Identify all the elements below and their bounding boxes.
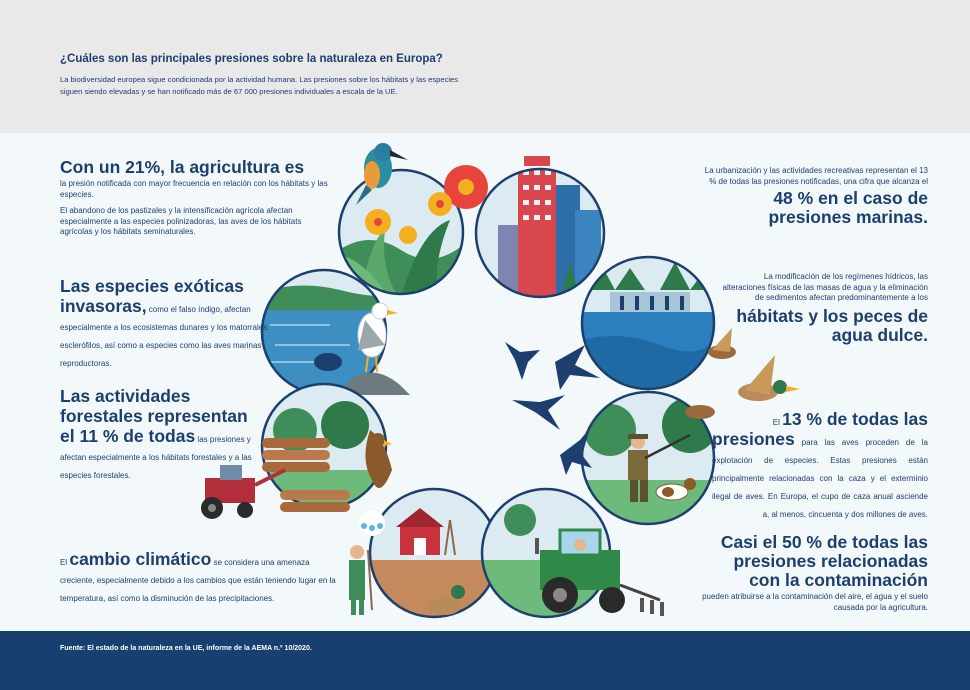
agriculture-body: El abandono de los pastizales y la intensificación agrícola afectan especialmente a las especies polinizadoras, las aves de los hábitats agrícolas y los hábitats seminaturales. [60, 206, 302, 236]
water-headline: hábitats y los peces de agua dulce. [736, 305, 928, 345]
cloud-rain-icon [359, 510, 385, 536]
invasive-headline: Las especies exóticas invasoras, [60, 276, 244, 316]
agriculture-block [60, 158, 330, 238]
hunting-prefix: El [772, 418, 783, 427]
pollution-headline: Casi el 50 % de todas las presiones relacionadas con la contaminación [720, 532, 928, 590]
hunting-body: para las aves proceden de la explotación de especies. Estas presiones están principalmente relacionadas con la caza y el exterminio ilegal de aves. En Europa, el cupo de caza anual asciende a, al menos, cincuenta y dos millones de aves. [712, 438, 928, 519]
hunting-block [712, 410, 928, 522]
pollution-block [700, 533, 928, 613]
invasive-block [60, 277, 275, 371]
agriculture-lead: la presión notificada con mayor frecuencia en relación con los hábitats y las especies. [60, 179, 328, 199]
footer-band [0, 631, 970, 690]
page-description: La biodiversidad europea sigue condicionada por la actividad humana. Las presiones sobre los hábitats y las especies siguen siendo elevadas y se han notificado más de 67 000 presiones individuales a escala de la UE. [60, 75, 459, 96]
hunting-headline-2: presiones [712, 429, 795, 449]
urban-body: La urbanización y las actividades recreativas representan el 13 % de todas las presiones notificadas, una cifra que alcanza el [704, 166, 928, 186]
water-body: La modificación de los regímenes hídricos, las alteraciones físicas de las masas de agua y la eliminación de sedimentos afectan predominantemente a los [722, 272, 928, 302]
invasive-body: como el falso índigo, afectan especialmente a los ecosistemas dunares y los matorrales esclerófilos, así como a especies como las aves marinas reproductoras. [60, 305, 268, 368]
forest-block [60, 387, 265, 483]
climate-prefix: El [60, 558, 70, 567]
hunting-headline-1: 13 % de todas las [782, 409, 928, 429]
climate-block [60, 550, 340, 606]
farmer-icon [349, 545, 372, 615]
climate-headline: cambio climático [69, 549, 212, 569]
forest-headline: Las actividades forestales representan el 11 % de todas [60, 386, 248, 446]
forest-body: las presiones y afectan especialmente a los hábitats forestales y a las especies forestales. [60, 435, 252, 480]
source-note: Fuente: El estado de la naturaleza en la UE, informe de la AEMA n.º 10/2020. [60, 645, 312, 652]
urban-block [700, 166, 928, 227]
climate-body: se considera una amenaza creciente, especialmente debido a los cambios que están teniendo lugar en la temperatura, así como la disminución de las precipitaciones. [60, 558, 336, 603]
urban-headline: 48 % en el caso de presiones marinas. [768, 188, 928, 227]
pollution-body: pueden atribuirse a la contaminación del aire, el agua y el suelo causada por la agricultura. [702, 592, 928, 612]
page-title: ¿Cuáles son las principales presiones sobre la naturaleza en Europa? [60, 53, 443, 65]
agriculture-headline: Con un 21%, la agricultura es [60, 157, 305, 177]
water-block [722, 272, 928, 345]
